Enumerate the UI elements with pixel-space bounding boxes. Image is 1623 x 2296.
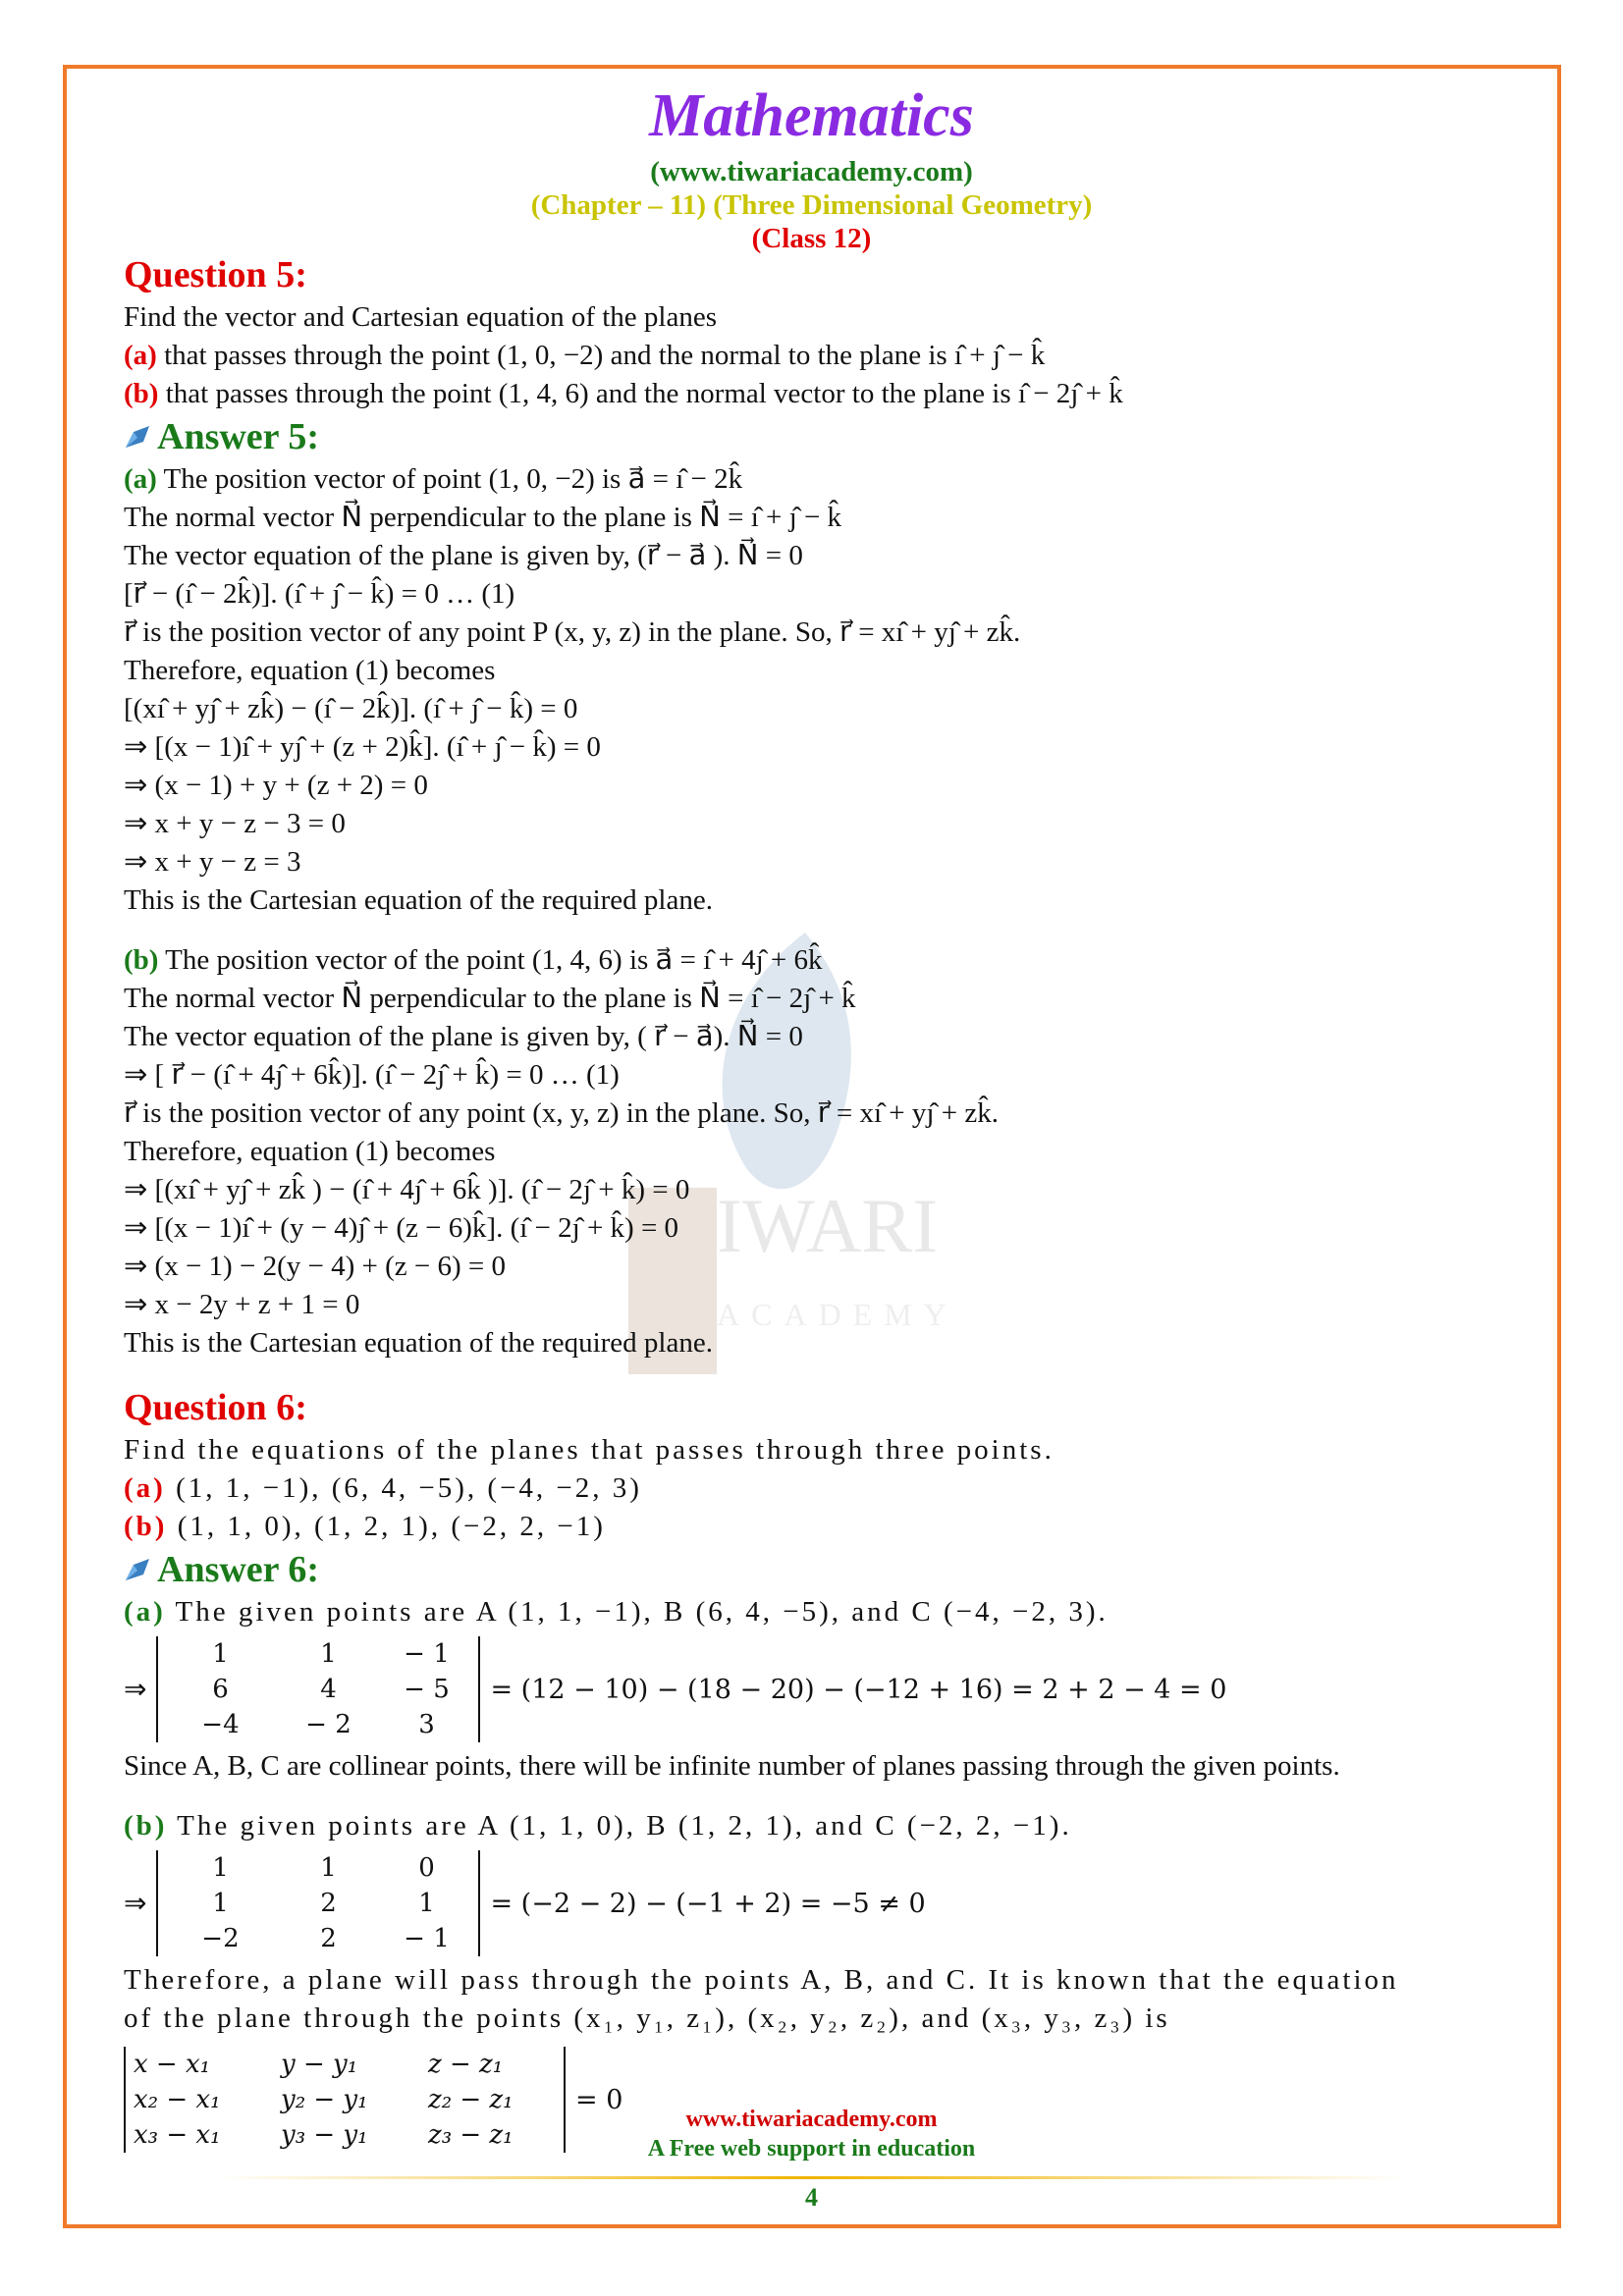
answer-5b-line bbox=[124, 941, 1498, 980]
matrix-cell: x₃ − x₁ bbox=[134, 2120, 221, 2150]
answer-5b-line: The normal vector N⃗ perpendicular to the plane is N⃗ = ı̂ − 2ȷ̂ + k̂ bbox=[124, 983, 856, 1014]
matrix-cell: x − x₁ bbox=[134, 2050, 211, 2079]
matrix-cell: −2 bbox=[201, 1924, 240, 1953]
answer-5-label: Answer 5: bbox=[157, 416, 320, 457]
part-text: The position vector of point (1, 0, −2) is a⃗ = ı̂ − 2k̂ bbox=[156, 463, 743, 495]
question-5-part-b bbox=[124, 375, 1498, 413]
matrix-cell: 1 bbox=[320, 1853, 337, 1883]
answer-5b-line: ⇒ (x − 1) − 2(y − 4) + (z − 6) = 0 bbox=[124, 1251, 506, 1282]
question-5-part-a bbox=[124, 337, 1498, 375]
matrix-b bbox=[156, 1850, 480, 1956]
answer-5b-line: ⇒ [(xı̂ + yȷ̂ + zk̂ ) − (ı̂ + 4ȷ̂ + 6k̂ )]. (ı̂ − 2ȷ̂ + k̂) = 0 bbox=[124, 1174, 690, 1205]
matrix-cell: z − z₁ bbox=[428, 2050, 504, 2079]
part-text: The position vector of the point (1, 4, 6) is a⃗ = ı̂ + 4ȷ̂ + 6k̂ bbox=[158, 944, 823, 976]
matrix-cell: z₃ − z₁ bbox=[428, 2120, 514, 2150]
site-url: (www.tiwariacademy.com) bbox=[650, 156, 973, 187]
matrix-cell: 1 bbox=[320, 1639, 337, 1669]
matrix-cell: 1 bbox=[212, 1853, 229, 1883]
answer-5a-line: ⇒ x + y − z = 3 bbox=[124, 846, 301, 878]
answer-6b-intro bbox=[124, 1807, 1498, 1845]
answer-5-heading bbox=[124, 413, 1498, 460]
answer-5a-line: Therefore, equation (1) becomes bbox=[124, 655, 496, 686]
answer-5b-line: The vector equation of the plane is given by, ( r⃗ − a⃗). N⃗ = 0 bbox=[124, 1021, 803, 1052]
part-label: (a) bbox=[124, 1472, 166, 1504]
question-5-text: Find the vector and Cartesian equation of the planes bbox=[124, 301, 717, 333]
matrix-cell: −4 bbox=[201, 1710, 240, 1739]
footer-divider bbox=[216, 2176, 1404, 2179]
answer-5b-line: ⇒ [(x − 1)ı̂ + (y − 4)ȷ̂ + (z − 6)k̂]. (ı̂ − 2ȷ̂ + k̂) = 0 bbox=[124, 1212, 679, 1244]
matrix-cell: x₂ − x₁ bbox=[134, 2085, 221, 2114]
part-text: The given points are A (1, 1, 0), B (1, 2, 1), and C (−2, 2, −1). bbox=[167, 1810, 1072, 1842]
answer-5a-line: r⃗ is the position vector of any point P (x, y, z) in the plane. So, r⃗ = xı̂ + yȷ̂ + zk̂. bbox=[124, 616, 1021, 648]
part-text: The given points are A (1, 1, −1), B (6, 4, −5), and C (−4, −2, 3). bbox=[165, 1596, 1109, 1628]
answer-5a-line: The normal vector N⃗ perpendicular to the plane is N⃗ = ı̂ + ȷ̂ − k̂ bbox=[124, 502, 842, 533]
matrix-cell: 1 bbox=[418, 1889, 435, 1918]
determinant-a bbox=[124, 1631, 1498, 1747]
matrix-cell: 3 bbox=[418, 1710, 435, 1739]
question-5-heading: Question 5: bbox=[124, 254, 307, 295]
general-determinant-result: = 0 bbox=[575, 2084, 623, 2115]
answer-5a-line: ⇒ x + y − z − 3 = 0 bbox=[124, 808, 346, 839]
answer-5b-line: Therefore, equation (1) becomes bbox=[124, 1136, 496, 1167]
matrix-cell: y₂ − y₁ bbox=[281, 2085, 368, 2114]
page-header bbox=[0, 77, 1623, 255]
question-6-part-b bbox=[124, 1508, 1498, 1546]
part-label: (b) bbox=[124, 378, 159, 409]
page-content bbox=[124, 251, 1498, 2158]
part-text: that passes through the point (1, 4, 6) and the normal vector to the plane is ı̂ − 2ȷ̂ + k̂ bbox=[158, 378, 1123, 409]
matrix-cell: z₂ − z₁ bbox=[428, 2085, 514, 2114]
matrix-cell: 6 bbox=[212, 1675, 229, 1704]
matrix-cell: y₃ − y₁ bbox=[281, 2120, 368, 2150]
part-label: (b) bbox=[124, 1511, 168, 1542]
answer-5b-line: ⇒ [ r⃗ − (ı̂ + 4ȷ̂ + 6k̂)]. (ı̂ − 2ȷ̂ + k̂) = 0 … (1) bbox=[124, 1059, 620, 1091]
page-footer bbox=[0, 2105, 1623, 2163]
matrix-cell: − 1 bbox=[404, 1924, 450, 1953]
matrix-cell: y − y₁ bbox=[281, 2050, 358, 2079]
answer-5a-line: [r⃗ − (ı̂ − 2k̂)]. (ı̂ + ȷ̂ − k̂) = 0 … (1) bbox=[124, 578, 515, 610]
matrix-cell: 4 bbox=[320, 1675, 337, 1704]
implies-symbol: ⇒ bbox=[124, 1675, 147, 1705]
answer-5a-line: ⇒ [(x − 1)ı̂ + yȷ̂ + (z + 2)k̂]. (ı̂ + ȷ̂ − k̂) = 0 bbox=[124, 731, 601, 763]
question-6-part-a bbox=[124, 1469, 1498, 1508]
matrix-cell: 2 bbox=[320, 1889, 337, 1918]
answer-5a-line: The vector equation of the plane is given by, (r⃗ − a⃗ ). N⃗ = 0 bbox=[124, 540, 803, 571]
part-label: (b) bbox=[124, 944, 159, 976]
matrix-cell: − 2 bbox=[305, 1710, 352, 1739]
matrix-cell: 1 bbox=[212, 1889, 229, 1918]
answer-6a-intro bbox=[124, 1593, 1498, 1631]
pen-icon bbox=[124, 1557, 153, 1582]
determinant-a-result: = (12 − 10) − (18 − 20) − (−12 + 16) = 2 + 2 − 4 = 0 bbox=[490, 1674, 1227, 1705]
pen-icon bbox=[124, 424, 153, 450]
watermark-text-2: ACADEMY bbox=[717, 1297, 958, 1332]
matrix-cell: − 5 bbox=[404, 1675, 450, 1704]
answer-5b-line: r⃗ is the position vector of any point (x, y, z) in the plane. So, r⃗ = xı̂ + yȷ̂ + zk̂. bbox=[124, 1097, 999, 1129]
answer-6b-line: Therefore, a plane will pass through the points A, B, and C. It is known that the equation bbox=[124, 1964, 1399, 1996]
answer-5a-line bbox=[124, 460, 1498, 499]
matrix-cell: − 1 bbox=[404, 1639, 450, 1669]
part-label: (b) bbox=[124, 1810, 168, 1842]
part-label: (a) bbox=[124, 340, 157, 371]
answer-5a-line: This is the Cartesian equation of the required plane. bbox=[124, 884, 713, 916]
question-6-text: Find the equations of the planes that passes through three points. bbox=[124, 1434, 1055, 1466]
answer-5b-line: This is the Cartesian equation of the required plane. bbox=[124, 1327, 713, 1359]
implies-symbol: ⇒ bbox=[124, 1889, 147, 1919]
page-title: Mathematics bbox=[649, 82, 974, 149]
answer-5b-line: ⇒ x − 2y + z + 1 = 0 bbox=[124, 1289, 360, 1320]
answer-6a-conclusion: Since A, B, C are collinear points, there will be infinite number of planes passing through the given points. bbox=[124, 1750, 1340, 1782]
footer-url[interactable]: www.tiwariacademy.com bbox=[685, 2107, 938, 2132]
watermark-text-1: IWARI bbox=[717, 1183, 939, 1268]
answer-5a-line: [(xı̂ + yȷ̂ + zk̂) − (ı̂ − 2k̂)]. (ı̂ + ȷ̂ − k̂) = 0 bbox=[124, 693, 578, 724]
matrix-cell: 0 bbox=[418, 1853, 435, 1883]
part-text: (1, 1, −1), (6, 4, −5), (−4, −2, 3) bbox=[165, 1472, 642, 1504]
matrix-cell: 2 bbox=[320, 1924, 337, 1953]
answer-6b-line: of the plane through the points (x₁, y₁, z₁), (x₂, y₂, z₂), and (x₃, y₃, z₃) is bbox=[124, 2002, 1170, 2034]
determinant-b-result: = (−2 − 2) − (−1 + 2) = −5 ≠ 0 bbox=[490, 1888, 926, 1919]
footer-tagline: A Free web support in education bbox=[647, 2136, 976, 2162]
part-label: (a) bbox=[124, 463, 157, 495]
answer-6-label: Answer 6: bbox=[157, 1549, 320, 1590]
determinant-b bbox=[124, 1845, 1498, 1961]
chapter-info: (Chapter – 11) (Three Dimensional Geometry) bbox=[530, 189, 1093, 221]
answer-6-heading bbox=[124, 1546, 1498, 1593]
page-number: 4 bbox=[805, 2183, 818, 2212]
matrix-a bbox=[156, 1636, 480, 1742]
question-6-heading: Question 6: bbox=[124, 1387, 307, 1428]
part-text: that passes through the point (1, 0, −2) and the normal to the plane is ı̂ + ȷ̂ − k̂ bbox=[156, 340, 1046, 371]
answer-5a-line: ⇒ (x − 1) + y + (z + 2) = 0 bbox=[124, 770, 428, 801]
class-info: (Class 12) bbox=[751, 223, 872, 254]
part-text: (1, 1, 0), (1, 2, 1), (−2, 2, −1) bbox=[167, 1511, 606, 1542]
matrix-cell: 1 bbox=[212, 1639, 229, 1669]
part-label: (a) bbox=[124, 1596, 166, 1628]
